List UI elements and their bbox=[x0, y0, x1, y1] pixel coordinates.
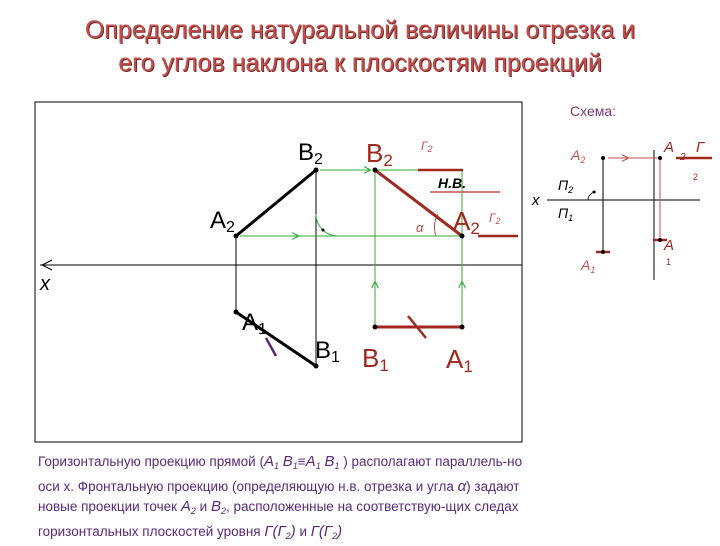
scheme-label-p1: $П_1$ bbox=[558, 205, 574, 223]
label-new-b2: B2 bbox=[366, 138, 393, 170]
scheme-point-a1 bbox=[601, 250, 605, 254]
point-b2 bbox=[314, 168, 319, 173]
scheme-label-a2-new: $A_2$ bbox=[664, 139, 686, 163]
caption-f1a: A bbox=[263, 453, 274, 470]
caption-t5: новые проекции точек bbox=[38, 499, 181, 514]
caption-line-1 bbox=[38, 454, 522, 469]
caption-f1b-sub: 1 bbox=[292, 461, 298, 471]
label-new-a2: A2 bbox=[453, 206, 480, 238]
label-b2: B2 bbox=[298, 139, 323, 168]
scheme-label-p2: $П_2$ bbox=[558, 177, 574, 195]
caption-p2: B bbox=[210, 498, 221, 515]
caption-f1b: B bbox=[282, 453, 293, 470]
point-new-b2 bbox=[373, 168, 378, 173]
caption-g1: Г(Г bbox=[264, 522, 286, 540]
label-gamma-mid: Г2 bbox=[489, 211, 501, 226]
caption-t7: женные на соответствую-щих следах bbox=[285, 499, 519, 514]
caption-f1c-sub: 1 bbox=[315, 461, 321, 471]
scheme-label-a2: $A_2$ bbox=[571, 147, 586, 165]
caption-line-4 bbox=[38, 524, 492, 539]
title-line-1: Определение натуральной величины отрезка и bbox=[84, 16, 636, 44]
caption-g2-sub: 2 bbox=[332, 530, 338, 541]
scheme-point-a2-new bbox=[658, 156, 662, 160]
caption-t4: ) задают bbox=[466, 478, 520, 494]
caption-p2-sub: 2 bbox=[220, 506, 226, 516]
caption-line-3 bbox=[38, 499, 519, 514]
label-a2: A2 bbox=[210, 207, 235, 236]
caption-g2-end: ) bbox=[337, 522, 343, 540]
label-new-a1: A1 bbox=[446, 344, 473, 376]
drawing-frame bbox=[35, 102, 522, 442]
caption-alpha: α bbox=[457, 477, 467, 495]
caption-line-2 bbox=[38, 479, 519, 494]
x-axis-label: x bbox=[40, 273, 50, 295]
caption-t6: , располо bbox=[225, 499, 286, 514]
caption-eq: ≡ bbox=[297, 454, 306, 469]
caption-t2: ) располагают параллель-но bbox=[339, 454, 523, 469]
scheme-point-a2 bbox=[601, 156, 605, 160]
alpha-angle-label: α bbox=[416, 220, 424, 235]
caption-and2: и bbox=[295, 523, 311, 539]
caption-f1c: A bbox=[305, 453, 316, 470]
scheme-label-a1: $A_1$ bbox=[581, 257, 596, 275]
point-new-a1 bbox=[460, 325, 465, 330]
point-b1 bbox=[314, 364, 319, 369]
scheme-label-x: x bbox=[532, 192, 540, 209]
scheme-group bbox=[531, 103, 712, 280]
caption-f1a-sub: 1 bbox=[273, 461, 279, 471]
right-angle-dot bbox=[322, 229, 325, 232]
caption-and1: и bbox=[195, 499, 211, 514]
scheme-title: Схема: bbox=[570, 103, 617, 119]
point-a1 bbox=[234, 310, 239, 315]
caption-f1d-sub: 1 bbox=[334, 461, 340, 471]
scheme-label-a-new-mark: 1 bbox=[666, 257, 672, 267]
caption-p1-sub: 2 bbox=[190, 506, 196, 516]
caption-g2: Г(Г bbox=[310, 522, 333, 540]
label-a1: A1 bbox=[242, 309, 267, 338]
right-angle-arc bbox=[316, 214, 338, 236]
caption-t3: оси х. Фронтальную проекцию (определяющую н.в. отрезка и угла bbox=[38, 478, 458, 494]
label-gamma-top: Г2 bbox=[421, 139, 433, 154]
true-size-label: Н.В. bbox=[438, 175, 466, 191]
caption-f1d: B bbox=[324, 453, 335, 470]
scheme-point-a1-new bbox=[658, 238, 662, 242]
caption-g1-sub: 2 bbox=[285, 530, 291, 541]
segment-a2-b2 bbox=[236, 170, 316, 236]
label-new-b1: B1 bbox=[362, 343, 389, 375]
label-b1: B1 bbox=[315, 337, 340, 366]
title-line-2: его углов наклона к плоскостям проекций bbox=[118, 49, 602, 77]
caption-text bbox=[38, 452, 710, 546]
scheme-label-gamma: Г bbox=[696, 139, 705, 156]
point-new-b1 bbox=[373, 325, 378, 330]
caption-p1: A bbox=[180, 498, 191, 515]
caption-t1: Горизонтальную проекцию прямой ( bbox=[38, 454, 264, 469]
caption-g1-end: ) bbox=[290, 522, 296, 540]
caption-t8: горизонтальных плоскостей уровня bbox=[38, 523, 265, 539]
scheme-label-a-new: A bbox=[664, 237, 675, 254]
scheme-label-gamma-mark: 2 bbox=[693, 172, 699, 182]
segment-a1-b1-tick bbox=[266, 338, 276, 356]
